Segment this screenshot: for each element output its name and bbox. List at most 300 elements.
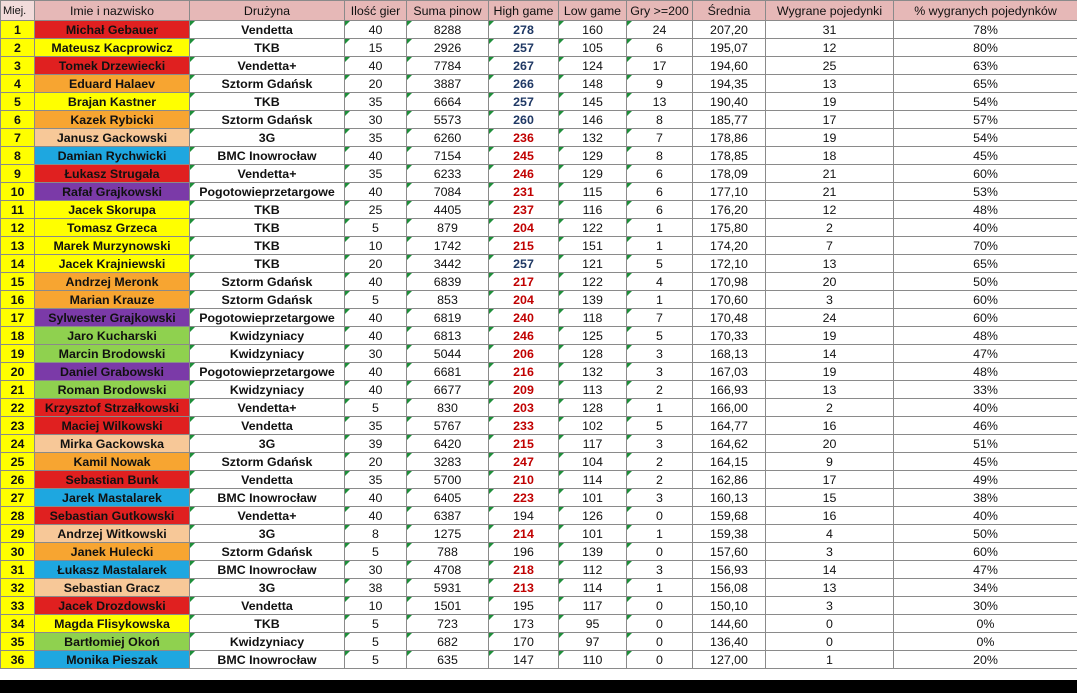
rank-cell: 33 xyxy=(1,597,35,615)
table-row xyxy=(1,579,1077,597)
pins-cell: 4405 xyxy=(407,201,489,219)
high-game-cell: 246 xyxy=(489,327,559,345)
low-game-cell: 116 xyxy=(559,201,627,219)
team-cell: Pogotowieprzetargowe xyxy=(190,309,345,327)
average-cell: 164,62 xyxy=(693,435,766,453)
games-cell: 40 xyxy=(345,273,407,291)
rank-cell: 15 xyxy=(1,273,35,291)
average-cell: 150,10 xyxy=(693,597,766,615)
team-cell: Vendetta+ xyxy=(190,57,345,75)
team-cell: Vendetta+ xyxy=(190,507,345,525)
over-200-cell: 3 xyxy=(627,561,693,579)
wins-cell: 3 xyxy=(766,543,894,561)
high-game-cell: 257 xyxy=(489,39,559,57)
player-name-cell: Jacek Krajniewski xyxy=(35,255,190,273)
games-cell: 40 xyxy=(345,57,407,75)
wins-cell: 13 xyxy=(766,255,894,273)
table-row xyxy=(1,129,1077,147)
team-cell: Kwidzyniacy xyxy=(190,381,345,399)
win-pct-cell: 48% xyxy=(894,327,1077,345)
pins-cell: 6420 xyxy=(407,435,489,453)
header-games: Ilość gier xyxy=(345,1,407,21)
over-200-cell: 3 xyxy=(627,435,693,453)
low-game-cell: 160 xyxy=(559,21,627,39)
team-cell: 3G xyxy=(190,579,345,597)
header-name: Imie i nazwisko xyxy=(35,1,190,21)
games-cell: 39 xyxy=(345,435,407,453)
high-game-cell: 247 xyxy=(489,453,559,471)
table-row xyxy=(1,399,1077,417)
low-game-cell: 122 xyxy=(559,219,627,237)
average-cell: 178,85 xyxy=(693,147,766,165)
player-name-cell: Roman Brodowski xyxy=(35,381,190,399)
pins-cell: 7084 xyxy=(407,183,489,201)
table-row xyxy=(1,291,1077,309)
table-row xyxy=(1,327,1077,345)
wins-cell: 2 xyxy=(766,219,894,237)
average-cell: 127,00 xyxy=(693,651,766,669)
average-cell: 175,80 xyxy=(693,219,766,237)
over-200-cell: 5 xyxy=(627,327,693,345)
over-200-cell: 2 xyxy=(627,471,693,489)
rank-cell: 26 xyxy=(1,471,35,489)
table-row xyxy=(1,363,1077,381)
over-200-cell: 3 xyxy=(627,363,693,381)
table-row xyxy=(1,597,1077,615)
low-game-cell: 126 xyxy=(559,507,627,525)
low-game-cell: 117 xyxy=(559,435,627,453)
pins-cell: 788 xyxy=(407,543,489,561)
table-row xyxy=(1,201,1077,219)
table-row xyxy=(1,561,1077,579)
wins-cell: 14 xyxy=(766,345,894,363)
high-game-cell: 267 xyxy=(489,57,559,75)
games-cell: 10 xyxy=(345,237,407,255)
over-200-cell: 8 xyxy=(627,111,693,129)
win-pct-cell: 60% xyxy=(894,291,1077,309)
wins-cell: 0 xyxy=(766,633,894,651)
over-200-cell: 0 xyxy=(627,543,693,561)
pins-cell: 6387 xyxy=(407,507,489,525)
average-cell: 170,33 xyxy=(693,327,766,345)
average-cell: 190,40 xyxy=(693,93,766,111)
low-game-cell: 146 xyxy=(559,111,627,129)
low-game-cell: 118 xyxy=(559,309,627,327)
pins-cell: 6233 xyxy=(407,165,489,183)
high-game-cell: 245 xyxy=(489,147,559,165)
pins-cell: 5573 xyxy=(407,111,489,129)
low-game-cell: 113 xyxy=(559,381,627,399)
high-game-cell: 213 xyxy=(489,579,559,597)
header-rank: Miej. xyxy=(1,1,35,21)
pins-cell: 5700 xyxy=(407,471,489,489)
games-cell: 20 xyxy=(345,255,407,273)
team-cell: TKB xyxy=(190,255,345,273)
games-cell: 35 xyxy=(345,93,407,111)
average-cell: 167,03 xyxy=(693,363,766,381)
high-game-cell: 233 xyxy=(489,417,559,435)
games-cell: 38 xyxy=(345,579,407,597)
wins-cell: 24 xyxy=(766,309,894,327)
high-game-cell: 210 xyxy=(489,471,559,489)
wins-cell: 4 xyxy=(766,525,894,543)
win-pct-cell: 70% xyxy=(894,237,1077,255)
games-cell: 40 xyxy=(345,327,407,345)
wins-cell: 19 xyxy=(766,327,894,345)
win-pct-cell: 0% xyxy=(894,615,1077,633)
games-cell: 5 xyxy=(345,291,407,309)
player-name-cell: Mirka Gackowska xyxy=(35,435,190,453)
table-row xyxy=(1,507,1077,525)
win-pct-cell: 60% xyxy=(894,309,1077,327)
win-pct-cell: 53% xyxy=(894,183,1077,201)
pins-cell: 6681 xyxy=(407,363,489,381)
games-cell: 40 xyxy=(345,21,407,39)
average-cell: 207,20 xyxy=(693,21,766,39)
win-pct-cell: 46% xyxy=(894,417,1077,435)
wins-cell: 15 xyxy=(766,489,894,507)
average-cell: 160,13 xyxy=(693,489,766,507)
wins-cell: 20 xyxy=(766,435,894,453)
player-name-cell: Krzysztof Strzałkowski xyxy=(35,399,190,417)
low-game-cell: 145 xyxy=(559,93,627,111)
team-cell: 3G xyxy=(190,525,345,543)
wins-cell: 21 xyxy=(766,183,894,201)
player-name-cell: Brajan Kastner xyxy=(35,93,190,111)
pins-cell: 6819 xyxy=(407,309,489,327)
over-200-cell: 0 xyxy=(627,615,693,633)
high-game-cell: 195 xyxy=(489,597,559,615)
rank-cell: 18 xyxy=(1,327,35,345)
average-cell: 144,60 xyxy=(693,615,766,633)
team-cell: Vendetta+ xyxy=(190,399,345,417)
rank-cell: 24 xyxy=(1,435,35,453)
games-cell: 20 xyxy=(345,453,407,471)
pins-cell: 6405 xyxy=(407,489,489,507)
player-name-cell: Eduard Halaev xyxy=(35,75,190,93)
win-pct-cell: 38% xyxy=(894,489,1077,507)
table-row xyxy=(1,273,1077,291)
rank-cell: 10 xyxy=(1,183,35,201)
average-cell: 174,20 xyxy=(693,237,766,255)
table-row xyxy=(1,237,1077,255)
team-cell: Sztorm Gdańsk xyxy=(190,111,345,129)
wins-cell: 17 xyxy=(766,471,894,489)
pins-cell: 7784 xyxy=(407,57,489,75)
table-row xyxy=(1,489,1077,507)
rank-cell: 9 xyxy=(1,165,35,183)
low-game-cell: 121 xyxy=(559,255,627,273)
table-row xyxy=(1,165,1077,183)
win-pct-cell: 40% xyxy=(894,399,1077,417)
wins-cell: 13 xyxy=(766,75,894,93)
win-pct-cell: 40% xyxy=(894,507,1077,525)
pins-cell: 879 xyxy=(407,219,489,237)
average-cell: 172,10 xyxy=(693,255,766,273)
high-game-cell: 196 xyxy=(489,543,559,561)
rank-cell: 30 xyxy=(1,543,35,561)
average-cell: 177,10 xyxy=(693,183,766,201)
rank-cell: 6 xyxy=(1,111,35,129)
win-pct-cell: 34% xyxy=(894,579,1077,597)
team-cell: BMC Inowrocław xyxy=(190,561,345,579)
over-200-cell: 9 xyxy=(627,75,693,93)
header-pins: Suma pinow xyxy=(407,1,489,21)
wins-cell: 18 xyxy=(766,147,894,165)
over-200-cell: 6 xyxy=(627,201,693,219)
average-cell: 194,60 xyxy=(693,57,766,75)
team-cell: Sztorm Gdańsk xyxy=(190,75,345,93)
over-200-cell: 1 xyxy=(627,291,693,309)
high-game-cell: 215 xyxy=(489,435,559,453)
high-game-cell: 216 xyxy=(489,363,559,381)
over-200-cell: 1 xyxy=(627,237,693,255)
wins-cell: 31 xyxy=(766,21,894,39)
header-win-pct: % wygranych pojedynków xyxy=(894,1,1077,21)
pins-cell: 3283 xyxy=(407,453,489,471)
player-name-cell: Magda Flisykowska xyxy=(35,615,190,633)
wins-cell: 12 xyxy=(766,39,894,57)
low-game-cell: 101 xyxy=(559,525,627,543)
header-high-game: High game xyxy=(489,1,559,21)
high-game-cell: 206 xyxy=(489,345,559,363)
player-name-cell: Rafał Grajkowski xyxy=(35,183,190,201)
wins-cell: 0 xyxy=(766,615,894,633)
table-row xyxy=(1,471,1077,489)
player-name-cell: Łukasz Strugała xyxy=(35,165,190,183)
rank-cell: 23 xyxy=(1,417,35,435)
team-cell: Sztorm Gdańsk xyxy=(190,453,345,471)
low-game-cell: 105 xyxy=(559,39,627,57)
header-low-game: Low game xyxy=(559,1,627,21)
win-pct-cell: 63% xyxy=(894,57,1077,75)
win-pct-cell: 54% xyxy=(894,93,1077,111)
wins-cell: 3 xyxy=(766,291,894,309)
table-row xyxy=(1,309,1077,327)
wins-cell: 3 xyxy=(766,597,894,615)
low-game-cell: 128 xyxy=(559,345,627,363)
low-game-cell: 148 xyxy=(559,75,627,93)
rank-cell: 13 xyxy=(1,237,35,255)
rank-cell: 21 xyxy=(1,381,35,399)
team-cell: Kwidzyniacy xyxy=(190,633,345,651)
games-cell: 5 xyxy=(345,219,407,237)
high-game-cell: 204 xyxy=(489,219,559,237)
low-game-cell: 124 xyxy=(559,57,627,75)
wins-cell: 19 xyxy=(766,93,894,111)
pins-cell: 4708 xyxy=(407,561,489,579)
games-cell: 20 xyxy=(345,75,407,93)
win-pct-cell: 40% xyxy=(894,219,1077,237)
team-cell: TKB xyxy=(190,93,345,111)
player-name-cell: Sylwester Grajkowski xyxy=(35,309,190,327)
wins-cell: 7 xyxy=(766,237,894,255)
wins-cell: 14 xyxy=(766,561,894,579)
games-cell: 5 xyxy=(345,543,407,561)
high-game-cell: 147 xyxy=(489,651,559,669)
high-game-cell: 223 xyxy=(489,489,559,507)
high-game-cell: 246 xyxy=(489,165,559,183)
games-cell: 40 xyxy=(345,183,407,201)
games-cell: 40 xyxy=(345,363,407,381)
average-cell: 136,40 xyxy=(693,633,766,651)
high-game-cell: 231 xyxy=(489,183,559,201)
wins-cell: 16 xyxy=(766,507,894,525)
player-name-cell: Tomek Drzewiecki xyxy=(35,57,190,75)
player-name-cell: Andrzej Witkowski xyxy=(35,525,190,543)
rank-cell: 3 xyxy=(1,57,35,75)
wins-cell: 2 xyxy=(766,399,894,417)
win-pct-cell: 0% xyxy=(894,633,1077,651)
table-row xyxy=(1,381,1077,399)
win-pct-cell: 50% xyxy=(894,525,1077,543)
win-pct-cell: 60% xyxy=(894,543,1077,561)
header-team: Drużyna xyxy=(190,1,345,21)
average-cell: 178,86 xyxy=(693,129,766,147)
table-row xyxy=(1,417,1077,435)
games-cell: 5 xyxy=(345,651,407,669)
team-cell: Vendetta xyxy=(190,21,345,39)
player-name-cell: Tomasz Grzeca xyxy=(35,219,190,237)
wins-cell: 16 xyxy=(766,417,894,435)
rank-cell: 34 xyxy=(1,615,35,633)
over-200-cell: 3 xyxy=(627,489,693,507)
rank-cell: 22 xyxy=(1,399,35,417)
games-cell: 30 xyxy=(345,345,407,363)
high-game-cell: 218 xyxy=(489,561,559,579)
low-game-cell: 102 xyxy=(559,417,627,435)
low-game-cell: 95 xyxy=(559,615,627,633)
average-cell: 170,48 xyxy=(693,309,766,327)
rank-cell: 1 xyxy=(1,21,35,39)
rank-cell: 5 xyxy=(1,93,35,111)
over-200-cell: 1 xyxy=(627,579,693,597)
table-row xyxy=(1,453,1077,471)
wins-cell: 20 xyxy=(766,273,894,291)
over-200-cell: 1 xyxy=(627,525,693,543)
over-200-cell: 7 xyxy=(627,309,693,327)
rank-cell: 14 xyxy=(1,255,35,273)
rank-cell: 32 xyxy=(1,579,35,597)
over-200-cell: 7 xyxy=(627,129,693,147)
team-cell: Pogotowieprzetargowe xyxy=(190,363,345,381)
wins-cell: 12 xyxy=(766,201,894,219)
team-cell: Vendetta xyxy=(190,471,345,489)
over-200-cell: 0 xyxy=(627,507,693,525)
low-game-cell: 132 xyxy=(559,129,627,147)
player-name-cell: Monika Pieszak xyxy=(35,651,190,669)
player-name-cell: Kamil Nowak xyxy=(35,453,190,471)
pins-cell: 5044 xyxy=(407,345,489,363)
low-game-cell: 117 xyxy=(559,597,627,615)
header-average: Średnia xyxy=(693,1,766,21)
low-game-cell: 104 xyxy=(559,453,627,471)
wins-cell: 19 xyxy=(766,363,894,381)
pins-cell: 635 xyxy=(407,651,489,669)
high-game-cell: 217 xyxy=(489,273,559,291)
rank-cell: 27 xyxy=(1,489,35,507)
pins-cell: 5767 xyxy=(407,417,489,435)
player-name-cell: Sebastian Gutkowski xyxy=(35,507,190,525)
team-cell: BMC Inowrocław xyxy=(190,489,345,507)
over-200-cell: 2 xyxy=(627,453,693,471)
table-row xyxy=(1,21,1077,39)
win-pct-cell: 47% xyxy=(894,345,1077,363)
player-name-cell: Marcin Brodowski xyxy=(35,345,190,363)
high-game-cell: 278 xyxy=(489,21,559,39)
average-cell: 156,93 xyxy=(693,561,766,579)
average-cell: 166,00 xyxy=(693,399,766,417)
over-200-cell: 3 xyxy=(627,345,693,363)
pins-cell: 6664 xyxy=(407,93,489,111)
rank-cell: 7 xyxy=(1,129,35,147)
player-name-cell: Janusz Gackowski xyxy=(35,129,190,147)
player-name-cell: Janek Hulecki xyxy=(35,543,190,561)
low-game-cell: 114 xyxy=(559,471,627,489)
wins-cell: 9 xyxy=(766,453,894,471)
low-game-cell: 110 xyxy=(559,651,627,669)
win-pct-cell: 48% xyxy=(894,363,1077,381)
games-cell: 40 xyxy=(345,309,407,327)
games-cell: 40 xyxy=(345,489,407,507)
win-pct-cell: 20% xyxy=(894,651,1077,669)
table-row xyxy=(1,525,1077,543)
pins-cell: 8288 xyxy=(407,21,489,39)
team-cell: Vendetta xyxy=(190,417,345,435)
player-name-cell: Sebastian Bunk xyxy=(35,471,190,489)
high-game-cell: 170 xyxy=(489,633,559,651)
low-game-cell: 115 xyxy=(559,183,627,201)
team-cell: Vendetta xyxy=(190,597,345,615)
over-200-cell: 6 xyxy=(627,183,693,201)
average-cell: 176,20 xyxy=(693,201,766,219)
rank-cell: 28 xyxy=(1,507,35,525)
rank-cell: 11 xyxy=(1,201,35,219)
over-200-cell: 1 xyxy=(627,399,693,417)
games-cell: 5 xyxy=(345,633,407,651)
games-cell: 25 xyxy=(345,201,407,219)
pins-cell: 1275 xyxy=(407,525,489,543)
average-cell: 170,98 xyxy=(693,273,766,291)
low-game-cell: 129 xyxy=(559,147,627,165)
team-cell: BMC Inowrocław xyxy=(190,651,345,669)
over-200-cell: 17 xyxy=(627,57,693,75)
pins-cell: 6677 xyxy=(407,381,489,399)
over-200-cell: 24 xyxy=(627,21,693,39)
pins-cell: 6260 xyxy=(407,129,489,147)
win-pct-cell: 47% xyxy=(894,561,1077,579)
player-name-cell: Michał Gebauer xyxy=(35,21,190,39)
win-pct-cell: 49% xyxy=(894,471,1077,489)
pins-cell: 853 xyxy=(407,291,489,309)
high-game-cell: 203 xyxy=(489,399,559,417)
rank-cell: 12 xyxy=(1,219,35,237)
team-cell: 3G xyxy=(190,435,345,453)
games-cell: 35 xyxy=(345,129,407,147)
player-name-cell: Bartłomiej Okoń xyxy=(35,633,190,651)
wins-cell: 17 xyxy=(766,111,894,129)
low-game-cell: 129 xyxy=(559,165,627,183)
pins-cell: 6839 xyxy=(407,273,489,291)
player-name-cell: Damian Rychwicki xyxy=(35,147,190,165)
win-pct-cell: 51% xyxy=(894,435,1077,453)
games-cell: 40 xyxy=(345,147,407,165)
rank-cell: 16 xyxy=(1,291,35,309)
high-game-cell: 215 xyxy=(489,237,559,255)
team-cell: TKB xyxy=(190,219,345,237)
win-pct-cell: 54% xyxy=(894,129,1077,147)
win-pct-cell: 65% xyxy=(894,255,1077,273)
